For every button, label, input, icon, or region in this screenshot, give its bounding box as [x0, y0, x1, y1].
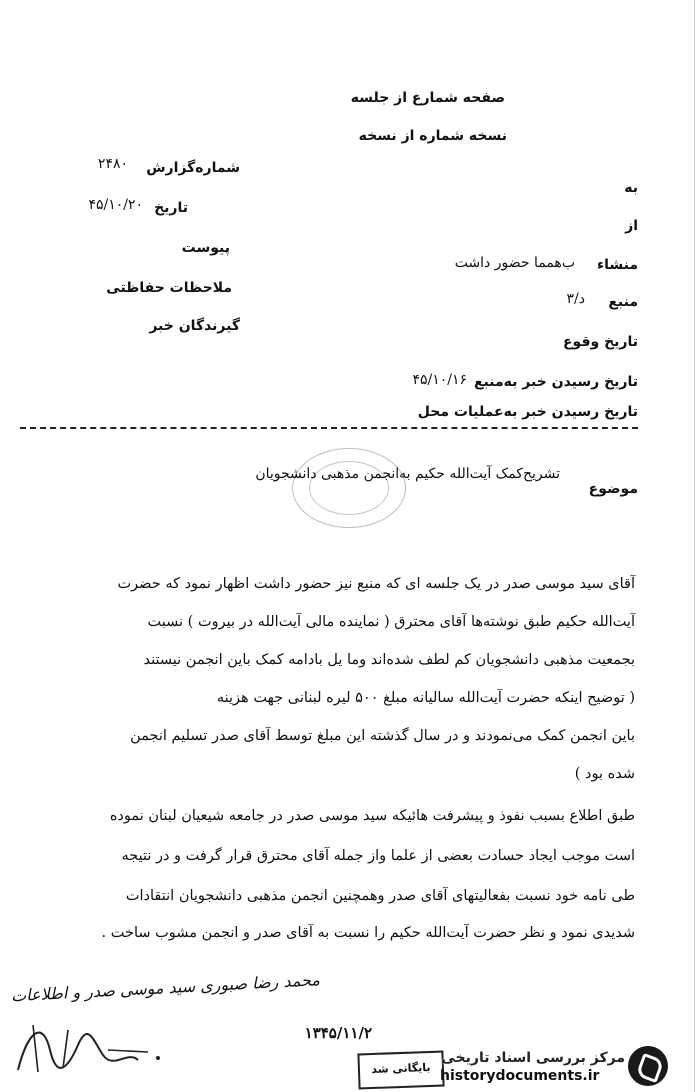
dotted-separator	[20, 427, 638, 429]
event-date-label: تاریخ وقوع	[562, 334, 638, 350]
received-value: ۴۵/۱۰/۱۶	[412, 372, 467, 388]
from-label: از	[625, 218, 638, 234]
date-label: تاریخ	[154, 200, 188, 216]
round-stamp	[292, 448, 406, 528]
subject-label: موضوع	[588, 481, 638, 497]
to-label: به	[624, 180, 638, 196]
body-line: شده بود )	[574, 766, 635, 782]
watermark-url[interactable]: historydocuments.ir	[440, 1068, 600, 1084]
body-line: است موجب ایجاد حسادت بعضی از علما واز جمله آقای محترق قرار گرفت و در نتیجه	[121, 848, 635, 864]
grade-label: منبع	[608, 294, 638, 310]
body-line: طی نامه خود نسبت بفعالیتهای آقای صدر وهمچنین انجمن مذهبی دانشجویان انتقادات	[125, 888, 635, 904]
local-arrival-label: تاریخ رسیدن خبر به‌عملیات محل	[417, 404, 638, 420]
source-label: منشاء	[596, 257, 638, 273]
received-label: تاریخ رسیدن خبر به‌منبع	[473, 374, 638, 390]
watermark-title: مرکز بررسی اسناد تاریخی	[441, 1050, 625, 1066]
body-line: بجمعیت مذهبی دانشجویان کم لطف شده‌اند وما یل بادامه کمک باین انجمن نیستند	[143, 652, 635, 668]
handwritten-note: محمد رضا صبوری سید موسی صدر و اطلاعات	[10, 970, 321, 1006]
session-line: صفحه شمارع از جلسه	[350, 90, 505, 106]
body-line: آیت‌الله حکیم طبق نوشته‌ها آقای محترق ( نماینده مالی آیت‌الله در بیروت ) نسبت	[147, 614, 635, 630]
page-edge-line	[694, 0, 695, 1092]
grade-value: د/۳	[566, 291, 585, 307]
body-line: ( توضیح اینکه حضرت آیت‌الله سالیانه مبلغ ۵۰۰ لیره لبنانی جهت هزینه	[216, 690, 635, 706]
body-line: طبق اطلاع بسبب نفوذ و پیشرفت هائیکه سید موسی صدر در جامعه شیعیان لبنان نموده	[109, 808, 635, 824]
archive-stamp	[357, 1051, 444, 1090]
body-line: باین انجمن کمک می‌نمودند و در سال گذشته این مبلغ توسط آقای صدر تسلیم انجمن	[130, 728, 635, 744]
body-line: آقای سید موسی صدر در یک جلسه ای که منبع نیز حضور داشت اظهار نمود که حضرت	[117, 576, 635, 592]
copy-line: نسخه شماره از نسخه	[358, 128, 507, 144]
date-value: ۴۵/۱۰/۲۰	[88, 197, 143, 213]
body-line: شدیدی نمود و نظر حضرت آیت‌الله حکیم را نسبت به آقای صدر و انجمن مشوب ساخت .	[101, 925, 635, 941]
archive-logo-icon	[628, 1046, 668, 1086]
attachment-label: پیوست	[181, 240, 230, 256]
handwritten-date: ۱۳۴۵/۱۱/۲	[304, 1024, 372, 1042]
signature-scribble	[8, 1010, 168, 1080]
report-number-label: شماره‌گزارش	[146, 160, 240, 176]
report-number-value: ۲۴۸۰	[97, 156, 128, 172]
security-notes-label: ملاحظات حفاظتی	[106, 280, 232, 296]
recipients-label: گیرندگان خبر	[149, 318, 240, 334]
watermark	[440, 1050, 625, 1084]
archive-stamp-text: بایگانی شد	[371, 1060, 431, 1077]
source-value: ب‌همما حضور داشت	[454, 255, 575, 271]
subject-value: تشریح‌کمک آیت‌الله حکیم به‌انجمن مذهبی دانشجویان	[255, 466, 560, 482]
